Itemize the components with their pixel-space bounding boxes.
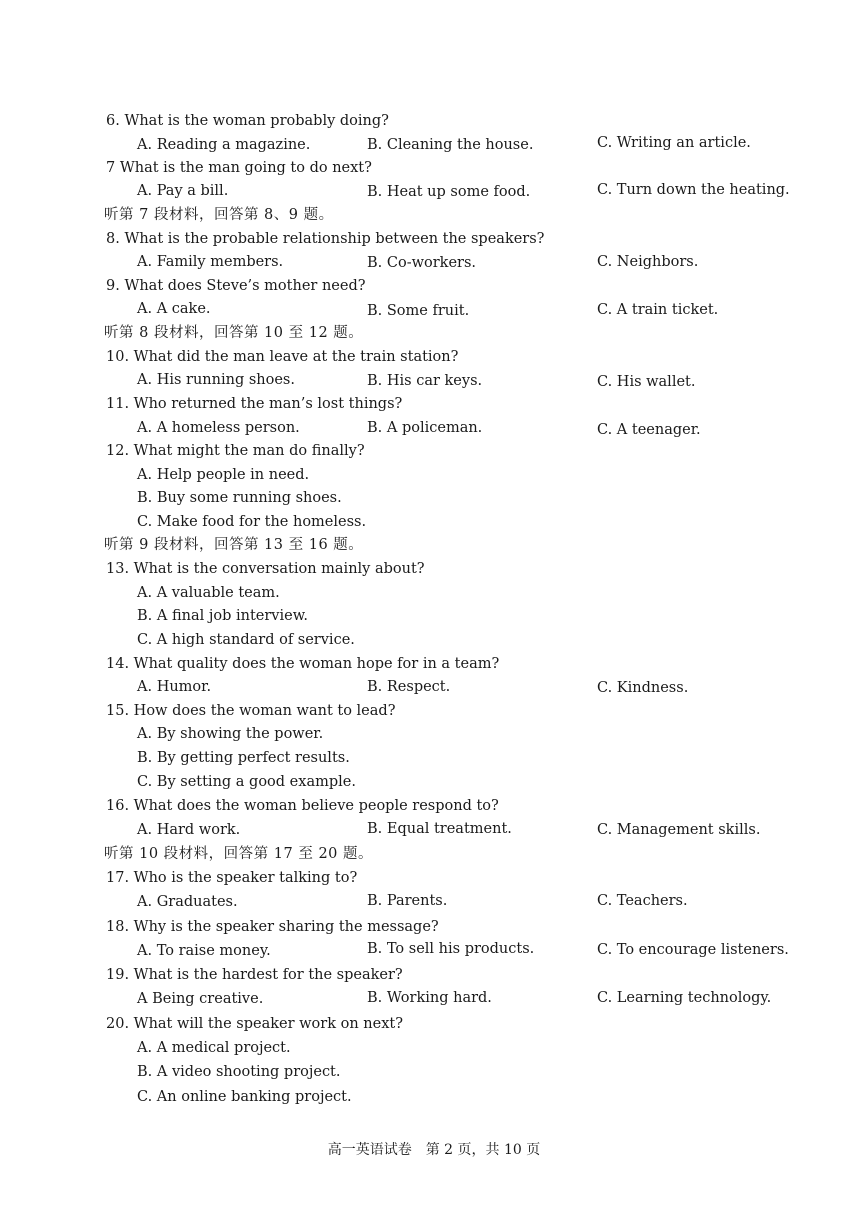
- q20-option-a: A. A medical project.: [137, 1040, 291, 1056]
- question-6: 6. What is the woman probably doing?: [106, 113, 389, 129]
- q13-option-b: B. A final job interview.: [137, 608, 308, 624]
- question-8: 8. What is the probable relationship between the speakers?: [106, 231, 545, 247]
- q13-option-a: A. A valuable team.: [137, 585, 280, 601]
- q17-option-c: C. Teachers.: [597, 893, 688, 909]
- q6-option-b: B. Cleaning the house.: [367, 137, 534, 153]
- q15-option-c: C. By setting a good example.: [137, 774, 356, 790]
- q17-option-b: B. Parents.: [367, 893, 448, 909]
- question-14: 14. What quality does the woman hope for in a team?: [106, 656, 500, 672]
- q9-option-b: B. Some fruit.: [367, 303, 470, 319]
- q20-option-c: C. An online banking project.: [137, 1089, 352, 1105]
- question-12: 12. What might the man do finally?: [106, 443, 365, 459]
- question-15: 15. How does the woman want to lead?: [106, 703, 396, 719]
- q15-option-b: B. By getting perfect results.: [137, 750, 350, 766]
- section-instruction-8: 听第 8 段材料，回答第 10 至 12 题。: [104, 325, 364, 341]
- question-17: 17. Who is the speaker talking to?: [106, 870, 358, 886]
- section-instruction-7: 听第 7 段材料，回答第 8、9 题。: [104, 207, 334, 223]
- q10-option-b: B. His car keys.: [367, 373, 483, 389]
- question-16: 16. What does the woman believe people respond to?: [106, 798, 499, 814]
- q20-option-b: B. A video shooting project.: [137, 1064, 341, 1080]
- q7-option-c: C. Turn down the heating.: [597, 182, 790, 198]
- section-instruction-10: 听第 10 段材料，回答第 17 至 20 题。: [104, 846, 374, 862]
- q7-option-b: B. Heat up some food.: [367, 184, 531, 200]
- q8-option-c: C. Neighbors.: [597, 254, 699, 270]
- q6-option-a: A. Reading a magazine.: [137, 137, 311, 153]
- question-13: 13. What is the conversation mainly about?: [106, 561, 425, 577]
- q18-option-b: B. To sell his products.: [367, 941, 535, 957]
- question-20: 20. What will the speaker work on next?: [106, 1016, 403, 1032]
- question-19: 19. What is the hardest for the speaker?: [106, 967, 403, 983]
- q6-option-c: C. Writing an article.: [597, 135, 751, 151]
- q19-option-b: B. Working hard.: [367, 990, 492, 1006]
- q11-option-b: B. A policeman.: [367, 420, 483, 436]
- question-11: 11. Who returned the man’s lost things?: [106, 396, 403, 412]
- q12-option-c: C. Make food for the homeless.: [137, 514, 367, 530]
- question-7: 7 What is the man going to do next?: [106, 160, 372, 176]
- q11-option-c: C. A teenager.: [597, 422, 701, 438]
- q10-option-a: A. His running shoes.: [137, 372, 295, 388]
- section-instruction-9: 听第 9 段材料，回答第 13 至 16 题。: [104, 537, 364, 553]
- q19-option-a: A Being creative.: [137, 991, 264, 1007]
- q18-option-a: A. To raise money.: [137, 943, 271, 959]
- q14-option-b: B. Respect.: [367, 679, 451, 695]
- q16-option-b: B. Equal treatment.: [367, 821, 512, 837]
- q19-option-c: C. Learning technology.: [597, 990, 772, 1006]
- q14-option-c: C. Kindness.: [597, 680, 689, 696]
- question-9: 9. What does Steve’s mother need?: [106, 278, 366, 294]
- q9-option-a: A. A cake.: [137, 301, 211, 317]
- question-10: 10. What did the man leave at the train station?: [106, 349, 459, 365]
- q7-option-a: A. Pay a bill.: [137, 183, 229, 199]
- q16-option-a: A. Hard work.: [137, 822, 241, 838]
- q10-option-c: C. His wallet.: [597, 374, 696, 390]
- q8-option-a: A. Family members.: [137, 254, 284, 270]
- q12-option-b: B. Buy some running shoes.: [137, 490, 342, 506]
- q9-option-c: C. A train ticket.: [597, 302, 719, 318]
- q11-option-a: A. A homeless person.: [137, 420, 300, 436]
- question-18: 18. Why is the speaker sharing the message?: [106, 919, 439, 935]
- q18-option-c: C. To encourage listeners.: [597, 942, 789, 958]
- q15-option-a: A. By showing the power.: [137, 726, 324, 742]
- q8-option-b: B. Co-workers.: [367, 255, 477, 271]
- q12-option-a: A. Help people in need.: [137, 467, 310, 483]
- q13-option-c: C. A high standard of service.: [137, 632, 355, 648]
- q17-option-a: A. Graduates.: [137, 894, 238, 910]
- page-footer: 高一英语试卷 第 2 页，共 10 页: [327, 1142, 541, 1158]
- q16-option-c: C. Management skills.: [597, 822, 761, 838]
- q14-option-a: A. Humor.: [137, 679, 212, 695]
